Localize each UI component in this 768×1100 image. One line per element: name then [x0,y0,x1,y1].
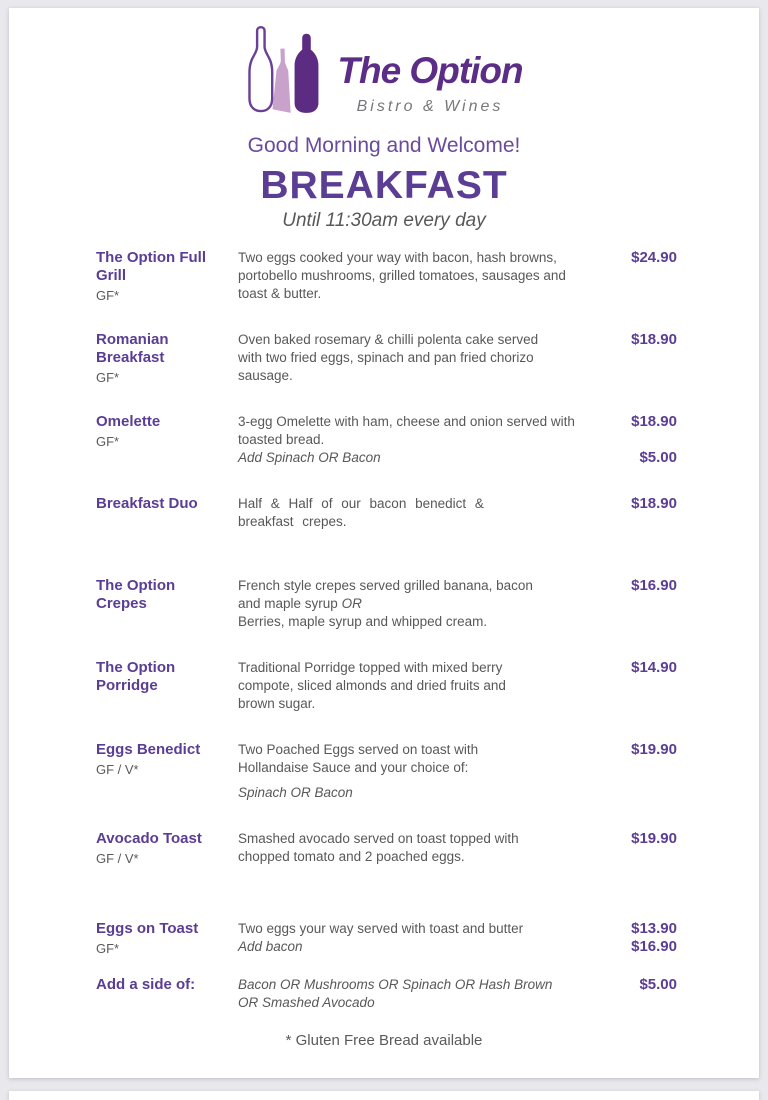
light-bottle-icon [273,49,291,113]
item-description [238,331,610,385]
brand-tagline: Bistro & Wines [356,98,504,115]
item-dietary-tag: GF* [96,370,120,386]
item-prices [610,331,677,349]
menu-item-row [96,331,677,413]
description-line: 3-egg Omelette with ham, cheese and onion served with [238,414,575,430]
item-price: $5.00 [639,976,677,994]
menu-item-row [96,976,677,1012]
description-line: chopped tomato and 2 poached eggs. [238,849,465,865]
item-prices [610,249,677,267]
page-title: BREAKFAST [260,164,508,208]
menu-item-row [96,495,677,577]
item-description [238,830,610,866]
description-line: Two eggs your way served with toast and butter [238,921,524,937]
description-line: portobello mushrooms, grilled tomatoes, sausages and [238,268,566,284]
menu-list [96,249,677,1012]
item-price: $19.90 [631,741,677,759]
menu-page [9,8,759,1078]
item-name: The Option Full Grill [96,249,206,285]
item-price: $16.90 [631,938,677,956]
menu-item-row [96,659,677,741]
item-name: Eggs Benedict [96,741,201,759]
item-dietary-tag: GF / V* [96,851,139,867]
item-name: Eggs on Toast [96,920,199,938]
menu-item-row [96,830,677,920]
logo [9,30,759,118]
description-line: compote, sliced almonds and dried fruits and [238,678,506,694]
next-page-edge [9,1091,759,1100]
item-name: Avocado Toast [96,830,202,848]
description-line: Berries, maple syrup and whipped cream. [238,614,488,630]
item-price: $18.90 [631,413,677,431]
menu-item-row [96,741,677,830]
item-name-column [96,495,216,513]
description-line: breakfast crepes. [238,514,347,530]
greeting-text: Good Morning and Welcome! [247,134,521,157]
item-prices [610,659,677,677]
menu-item-row [96,413,677,495]
description-line: OR Smashed Avocado [238,995,375,1011]
item-name-column [96,413,216,449]
item-prices [610,577,677,595]
outline-bottle-icon [250,27,273,111]
description-line: Half & Half of our bacon benedict & [238,496,484,512]
description-line: Add Spinach OR Bacon [238,450,381,466]
wine-bottles-icon [245,24,327,118]
item-name: Breakfast Duo [96,495,198,513]
item-name-column [96,249,216,303]
item-description [238,577,610,631]
item-price: $18.90 [631,331,677,349]
item-price: $19.90 [631,830,677,848]
menu-item-row [96,249,677,331]
item-description [238,495,610,531]
item-dietary-tag: GF / V* [96,762,139,778]
description-line: Add bacon [238,939,303,955]
subtitle: Until 11:30am every day [282,210,486,232]
description-line: Spinach OR Bacon [238,785,353,801]
item-name: Omelette [96,413,161,431]
item-price: $14.90 [631,659,677,677]
description-line: toasted bread. [238,432,325,448]
description-line: Bacon OR Mushrooms OR Spinach OR Hash Brown [238,977,553,993]
item-name-column [96,741,216,777]
description-line: French style crepes served grilled banana, bacon [238,578,533,594]
item-name-column [96,577,216,613]
description-line: Smashed avocado served on toast topped with [238,831,519,847]
item-price: $16.90 [631,577,677,595]
menu-item-row [96,577,677,659]
description-line: Traditional Porridge topped with mixed berry [238,660,503,676]
item-name-column [96,920,216,956]
description-line: Hollandaise Sauce and your choice of: [238,760,469,776]
brand-text [337,52,522,116]
footnote: * Gluten Free Bread available [285,1032,483,1050]
item-name: Romanian Breakfast [96,331,169,367]
item-description [238,976,610,1012]
item-dietary-tag: GF* [96,434,120,450]
description-line: sausage. [238,368,293,384]
item-name: The Option Crepes [96,577,176,613]
brand-name: The Option [337,50,523,91]
item-name-column [96,331,216,385]
item-description [238,741,610,802]
item-description [238,920,610,956]
description-line: Two Poached Eggs served on toast with [238,742,479,758]
description-line: with two fried eggs, spinach and pan fried chorizo [238,350,534,366]
item-name: Add a side of: [96,976,196,994]
item-prices [610,830,677,848]
item-name-column [96,830,216,866]
item-prices [610,413,677,467]
item-dietary-tag: GF* [96,941,120,957]
item-prices [610,495,677,513]
item-dietary-tag: GF* [96,288,120,304]
menu-item-row [96,920,677,976]
item-price: $24.90 [631,249,677,267]
description-line: Oven baked rosemary & chilli polenta cake served [238,332,539,348]
item-price: $5.00 [639,449,677,467]
description-line: toast & butter. [238,286,322,302]
item-name-column [96,659,216,695]
item-name: The Option Porridge [96,659,176,695]
dark-bottle-icon [295,34,319,113]
item-prices [610,976,677,994]
item-description [238,659,610,713]
item-price: $13.90 [631,920,677,938]
item-price: $18.90 [631,495,677,513]
item-name-column [96,976,216,994]
item-description [238,249,610,303]
item-description [238,413,610,467]
description-line: brown sugar. [238,696,316,712]
description-line: Two eggs cooked your way with bacon, hash browns, [238,250,557,266]
item-prices [610,920,677,956]
description-line: and maple syrup OR [238,596,362,612]
item-prices [610,741,677,759]
